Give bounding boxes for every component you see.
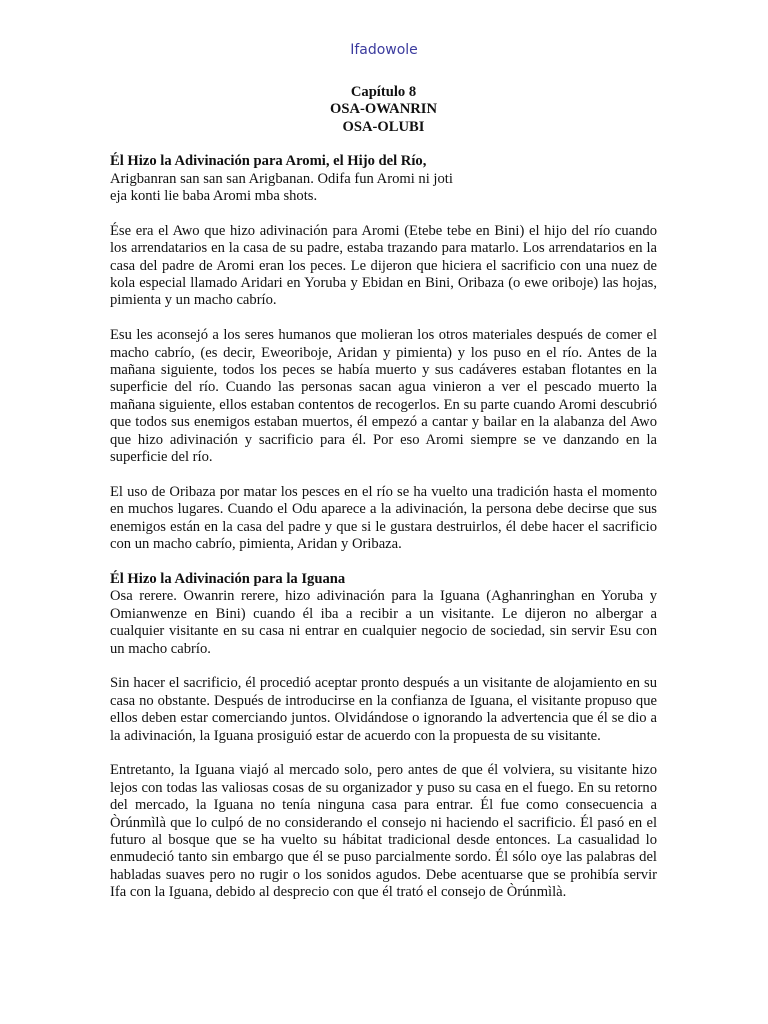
verse-line: Arigbanran san san san Arigbanan. Odifa fun Aromi ni joti (110, 170, 453, 187)
chapter-number: Capítulo 8 (350, 84, 417, 100)
page-header: Ifadowole (350, 42, 418, 58)
section-title: Él Hizo la Adivinación para Aromi, el Hijo del Río, (110, 153, 427, 170)
paragraph: Ése era el Awo que hizo adivinación para Aromi (Etebe tebe en Bini) el hijo del río cuando los arrendatarios en la casa de su padre, estaba trazando para matarlo. Los arrendatarios en la casa del padre de Aromi eran los peces. Le dijeron que hiciera el sacrificio con una nuez de kola especial llamado Aridari en Yoruba y Ebidan en Bini, Oribaza (o ewe oriboje) las hojas, pimienta y un macho cabrío. (110, 222, 657, 309)
verse-line: eja konti lie baba Aromi mba shots. (110, 188, 318, 205)
paragraph: Sin hacer el sacrificio, él procedió aceptar pronto después a un visitante de alojamiento en su casa no obstante. Después de introducirse en la confianza de Iguana, el visitante propuso que ellos deben estar comerciando juntos. Olvidándose o ignorando la advertencia que él se dio a la adivinación, la Iguana prosiguió estar de acuerdo con la propuesta de su visitante. (110, 675, 657, 744)
paragraph: Esu les aconsejó a los seres humanos que molieran los otros materiales después de comer el macho cabrío, (es decir, Eweoriboje, Aridan y pimienta) y los puso en el río. Antes de la mañana siguiente, todos los peces se había muerto y sus cadáveres estaban flotantes en la superficie del río. Cuando las personas sacan agua vinieron a ver el pescado muerto la mañana siguiente, ellos estaban contentos de recogerlos. En su parte cuando Aromi descubrió que todos sus enemigos estaban muertos, él empezó a cantar y bailar en la alabanza del Awo que hizo adivinación y sacrificio para él. Por eso Aromi siempre se ve danzando en la superficie del río. (110, 327, 657, 466)
paragraph: El uso de Oribaza por matar los pesces en el río se ha vuelto una tradición hasta el momento en muchos lugares. Cuando el Odu aparece a la adivinación, la persona debe decirse que sus enemigos están en la casa del padre y que si le gustara destruirlos, él debe hacer el sacrificio con un macho cabrío, pimienta, Aridan y Oribaza. (110, 483, 657, 553)
document-body (110, 84, 657, 919)
paragraph: Osa rerere. Owanrin rerere, hizo adivinación para la Iguana (Aghanringhan en Yoruba y Omianwenze en Bini) cuando él iba a recibir a un visitante. Le dijeron no albergar a cualquier visitante en su casa ni entrar en cualquier negocio de sociedad, sin servir Esu con un macho cabrío. (110, 588, 657, 657)
chapter-name-primary: OSA-OWANRIN (329, 101, 438, 118)
section-aromi (110, 153, 657, 553)
section-title: Él Hizo la Adivinación para la Iguana (110, 570, 346, 587)
section-iguana (110, 571, 657, 902)
chapter-heading (110, 84, 657, 136)
chapter-name-secondary: OSA-OLUBI (342, 118, 425, 135)
paragraph: Entretanto, la Iguana viajó al mercado solo, pero antes de que él volviera, su visitante hizo lejos con todas las valiosas cosas de su organizador y puso su casa en el fuego. En su retorno del mercado, la Iguana no tenía ninguna casa para entrar. Él fue como consecuencia a Òrúnmìlà que lo culpó de no considerando el consejo ni haciendo el sacrificio. Él pasó en el futuro al bosque que se ha vuelto su hábitat tradicional desde entonces. La casualidad lo enmudeció tanto sin embargo que él se puso parcialmente sordo. Él sólo oye las palabras del habladas suaves pero no rugir o los sonidos agudos. Debe acentuarse que se prohibía servir Ifa con la Iguana, debido al desprecio con que él trató el consejo de Òrúnmìlà. (110, 762, 657, 901)
verse-block (110, 171, 657, 206)
